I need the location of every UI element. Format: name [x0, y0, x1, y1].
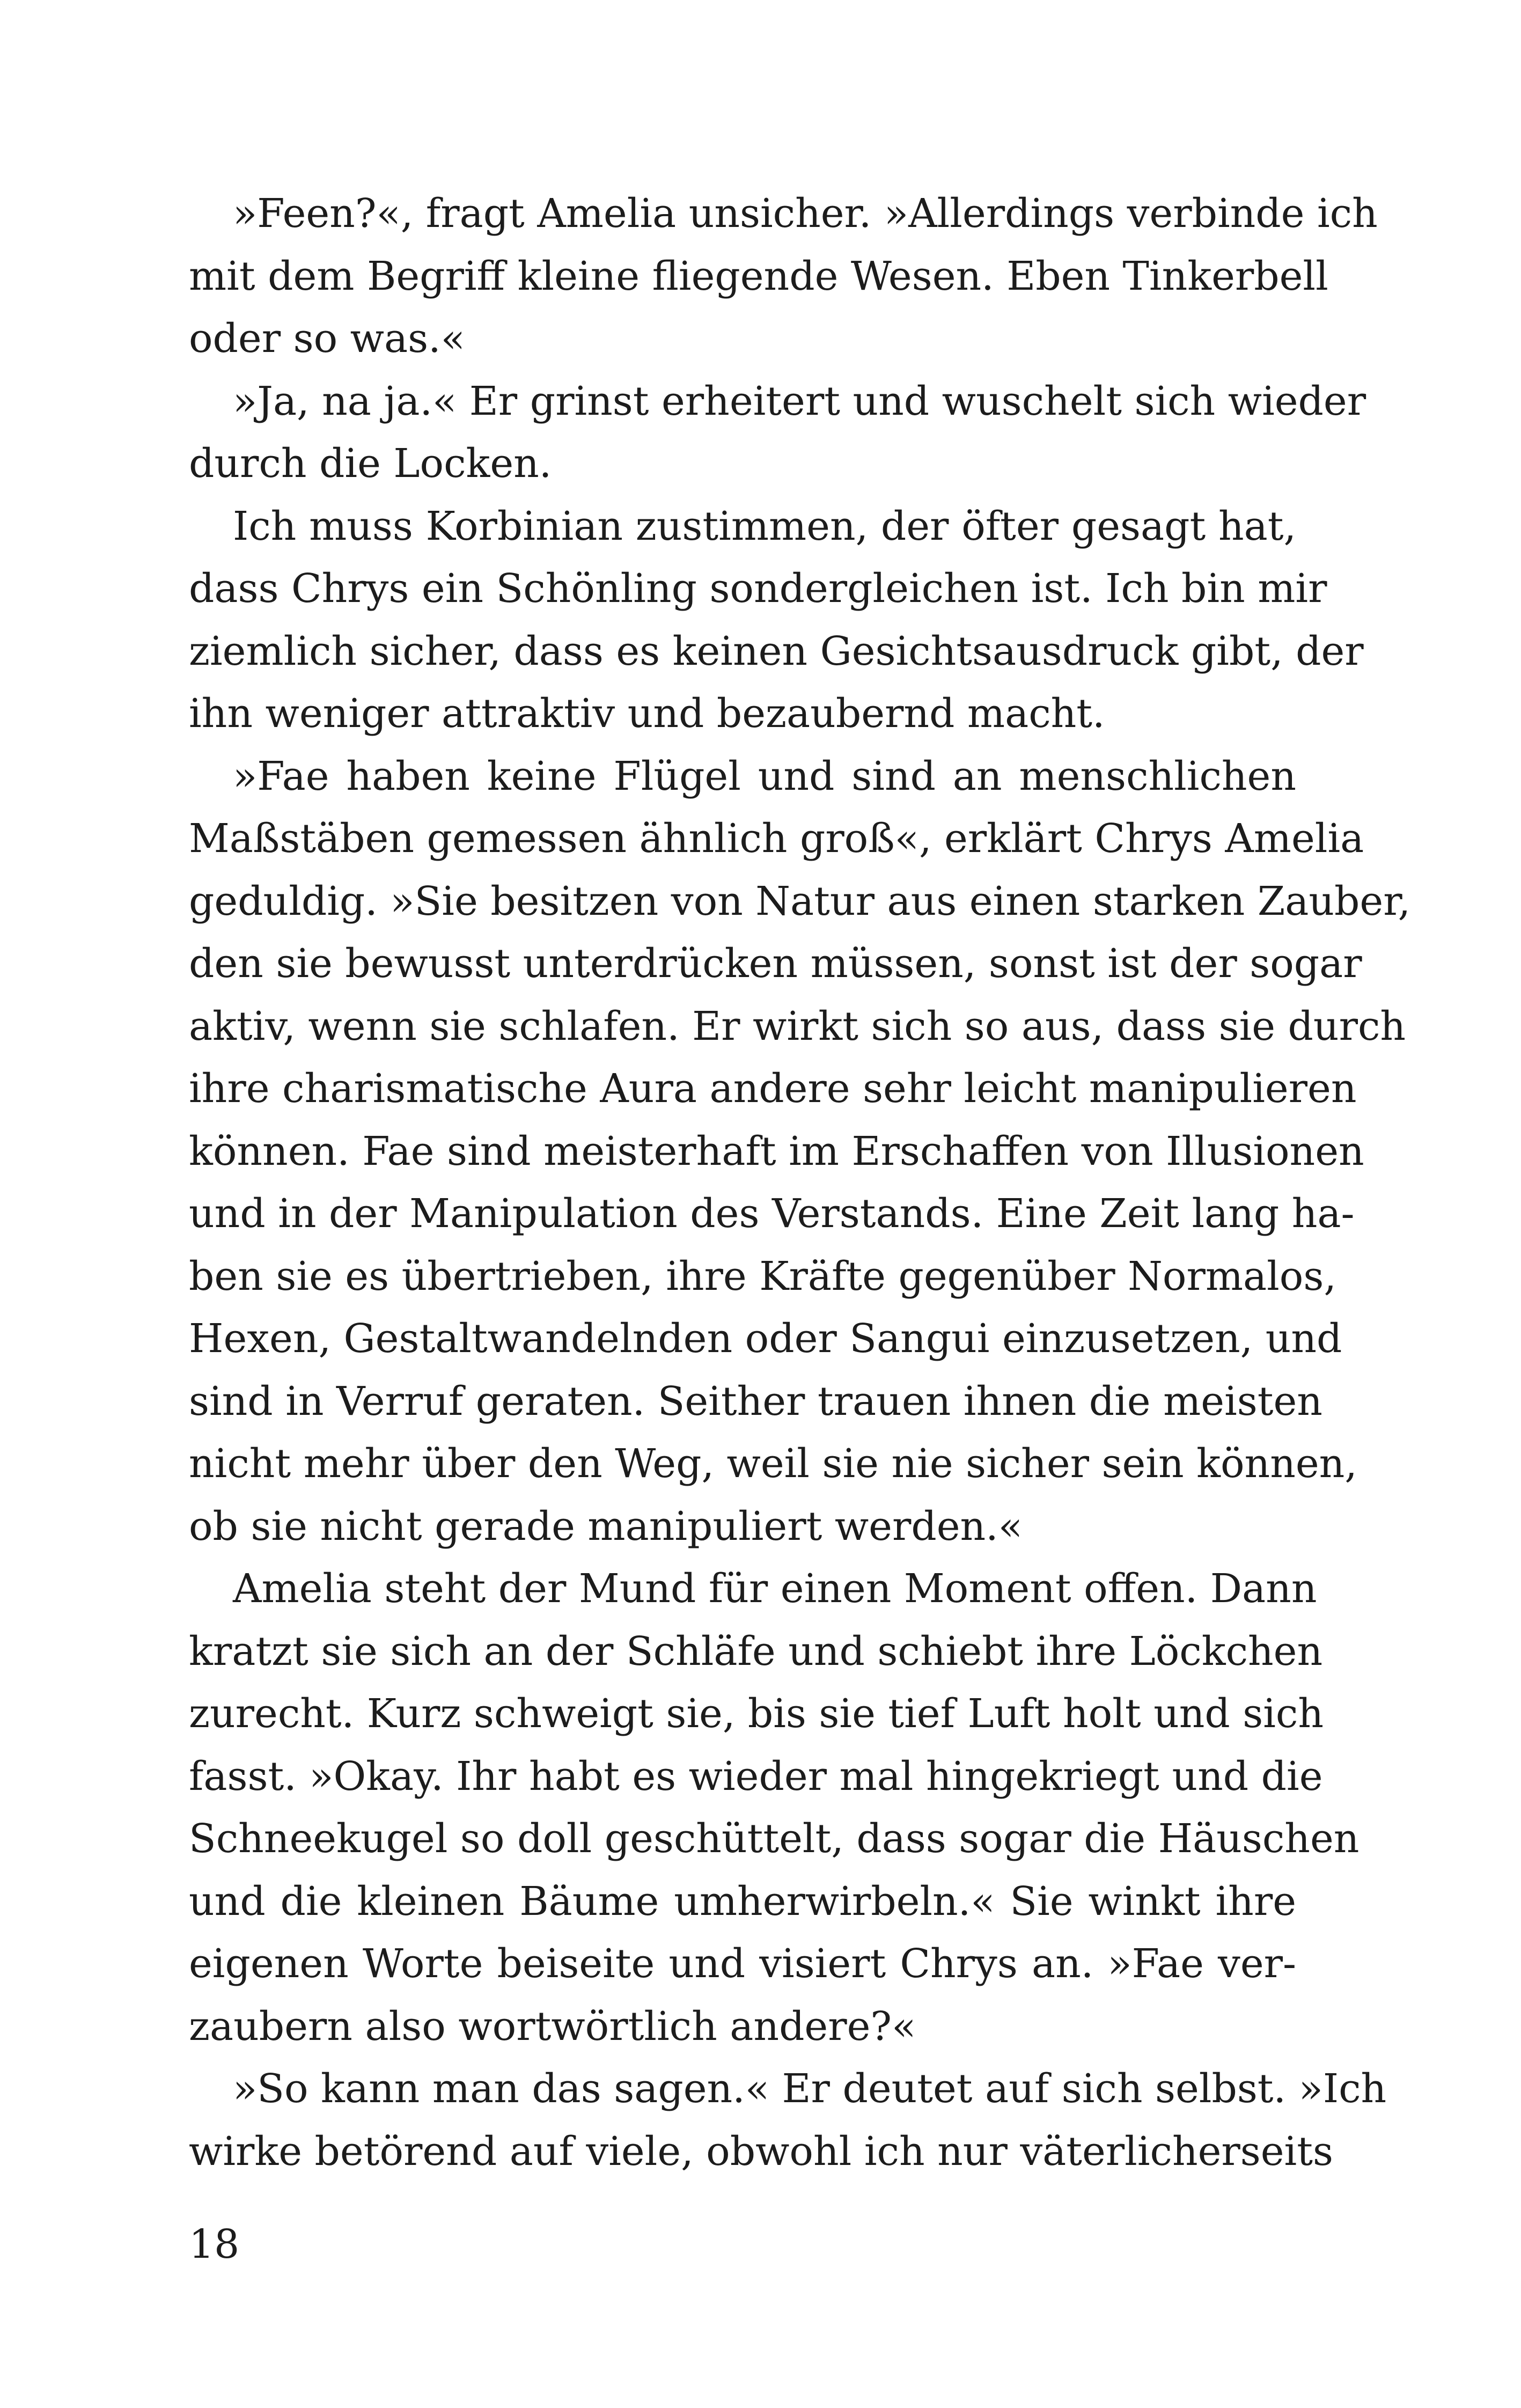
text-line: nicht mehr über den Weg, weil sie nie sicher sein können, — [189, 1441, 1357, 1487]
text-line: den sie bewusst unterdrücken müssen, sonst ist der sogar — [189, 941, 1362, 987]
text-line: aktiv, wenn sie schlafen. Er wirkt sich so aus, dass sie durch — [189, 1003, 1406, 1049]
text-line: durch die Locken. — [189, 441, 552, 487]
text-line: ihre charismatische Aura andere sehr leicht manipulieren — [189, 1066, 1357, 1112]
text-line: »So kann man das sagen.« Er deutet auf sich selbst. »Ich — [233, 2066, 1387, 2112]
text-line: ob sie nicht gerade manipuliert werden.« — [189, 1503, 1023, 1550]
text-line: eigenen Worte beiseite und visiert Chrys an. »Fae ver- — [189, 1941, 1296, 1987]
text-line: mit dem Begriff kleine fliegende Wesen. Eben Tinkerbell — [189, 253, 1328, 299]
text-line: und die kleinen Bäume umherwirbeln.« Sie winkt ihre — [189, 1878, 1296, 1925]
page-number: 18 — [189, 2221, 240, 2267]
text-line: Maßstäben gemessen ähnlich groß«, erklärt Chrys Amelia — [189, 816, 1364, 862]
text-line: und in der Manipulation des Verstands. Eine Zeit lang ha- — [189, 1191, 1355, 1237]
text-line: ihn weniger attraktiv und bezaubernd macht. — [189, 691, 1105, 737]
text-line: oder so was.« — [189, 315, 465, 362]
text-line: zurecht. Kurz schweigt sie, bis sie tief Luft holt und sich — [189, 1691, 1324, 1737]
text-line: Hexen, Gestaltwandelnden oder Sangui einzusetzen, und — [189, 1316, 1342, 1362]
text-line: zaubern also wortwörtlich andere?« — [189, 2003, 916, 2050]
text-line: »Feen?«, fragt Amelia unsicher. »Allerdings verbinde ich — [233, 190, 1378, 237]
text-line: sind in Verruf geraten. Seither trauen ihnen die meisten — [189, 1378, 1322, 1425]
text-line: dass Chrys ein Schönling sondergleichen ist. Ich bin mir — [189, 566, 1327, 612]
text-line: ben sie es übertrieben, ihre Kräfte gegenüber Normalos, — [189, 1253, 1336, 1300]
text-line: Amelia steht der Mund für einen Moment offen. Dann — [233, 1566, 1317, 1612]
text-line: geduldig. »Sie besitzen von Natur aus einen starken Zauber, — [189, 878, 1410, 924]
text-line: Ich muss Korbinian zustimmen, der öfter gesagt hat, — [233, 503, 1296, 549]
text-line: wirke betörend auf viele, obwohl ich nur väterlicherseits — [189, 2128, 1333, 2175]
text-line: fasst. »Okay. Ihr habt es wieder mal hingekriegt und die — [189, 1753, 1323, 1800]
text-line: können. Fae sind meisterhaft im Erschaffen von Illusionen — [189, 1128, 1364, 1174]
text-line: »Ja, na ja.« Er grinst erheitert und wuschelt sich wieder — [233, 378, 1366, 424]
body-text — [189, 182, 1410, 2183]
text-line: kratzt sie sich an der Schläfe und schiebt ihre Löckchen — [189, 1628, 1323, 1675]
text-line: Schneekugel so doll geschüttelt, dass sogar die Häuschen — [189, 1816, 1360, 1862]
text-line: ziemlich sicher, dass es keinen Gesichtsausdruck gibt, der — [189, 628, 1364, 674]
text-line: »Fae haben keine Flügel und sind an menschlichen — [233, 753, 1296, 799]
